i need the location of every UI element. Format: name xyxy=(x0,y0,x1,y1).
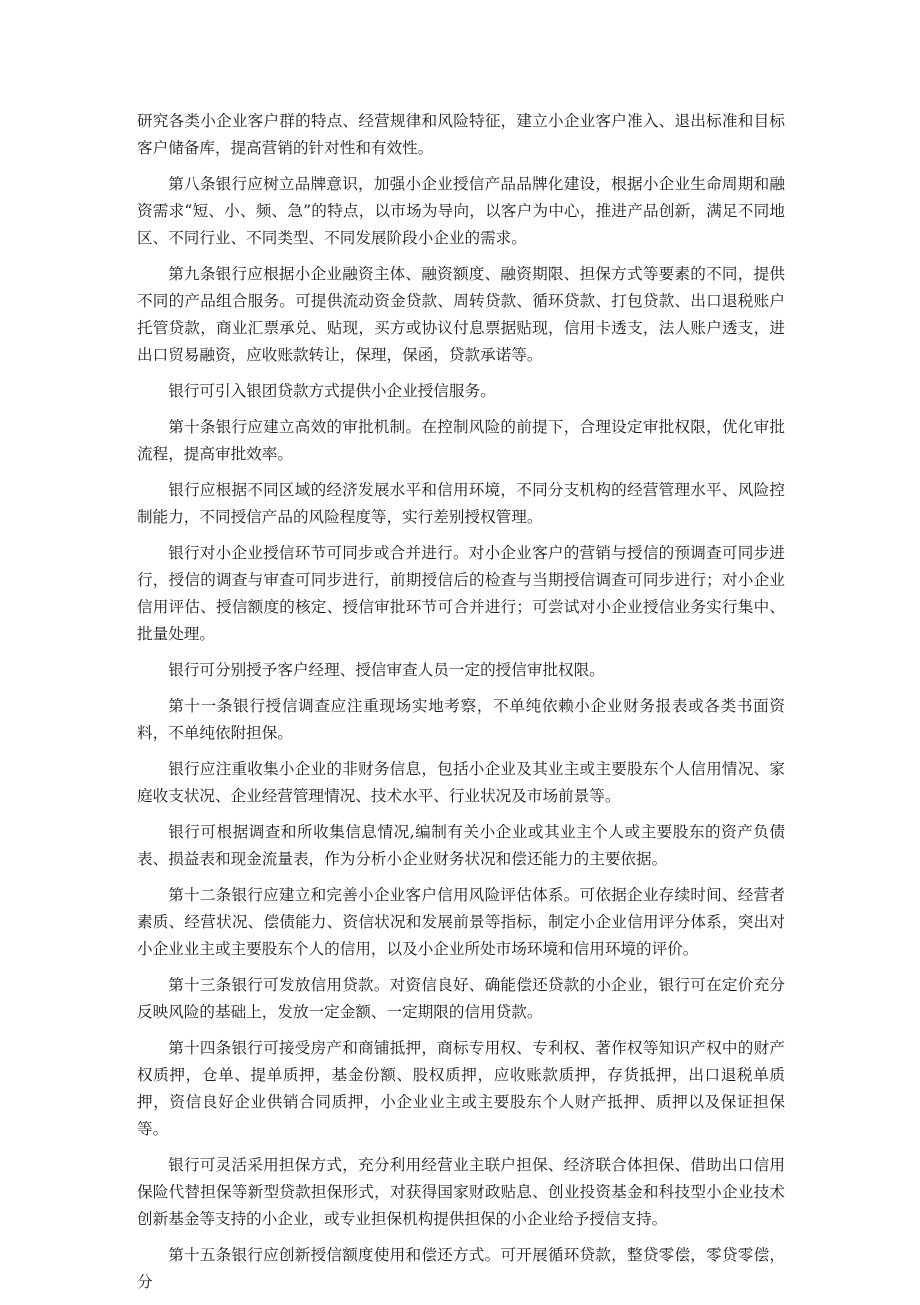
paragraph-financial-statements: 银行可根据调查和所收集信息情况,编制有关小企业或其业主个人或主要股东的资产负债表、损益表和现金流量表，作为分析小企业财务状况和偿还能力的主要依据。 xyxy=(137,823,785,868)
paragraph-article-15: 第十五条银行应创新授信额度使用和偿还方式。可开展循环贷款，整贷零偿，零贷零偿，分 xyxy=(137,1246,785,1291)
paragraph-syndicated-loan: 银行可引入银团贷款方式提供小企业授信服务。 xyxy=(168,382,496,400)
paragraph-article-10: 第十条银行应建立高效的审批机制。在控制风险的前提下，合理设定审批权限，优化审批流程，提高审批效率。 xyxy=(137,418,785,463)
paragraph-1: 研究各类小企业客户群的特点、经营规律和风险特征，建立小企业客户准入、退出标准和目标客户储备库，提高营销的针对性和有效性。 xyxy=(137,112,785,157)
paragraph-article-13: 第十三条银行可发放信用贷款。对资信良好、确能偿还贷款的小企业，银行可在定价充分反映风险的基础上，发放一定金额、一定期限的信用贷款。 xyxy=(137,976,785,1021)
paragraph-article-12: 第十二条银行应建立和完善小企业客户信用风险评估体系。可依据企业存续时间、经营者素质、经营状况、偿债能力、资信状况和发展前景等指标，制定小企业信用评分体系，突出对小企业业主或主要股东个人的信用，以及小企业所处市场环境和信用环境的评价。 xyxy=(137,886,785,958)
paragraph-article-8: 第八条银行应树立品牌意识，加强小企业授信产品品牌化建设，根据小企业生命周期和融资需求“短、小、频、急”的特点，以市场为导向，以客户为中心，推进产品创新，满足不同地区、不同行业、不同类型、不同发展阶段小企业的需求。 xyxy=(137,175,785,247)
paragraph-approval-authority: 银行可分别授予客户经理、授信审查人员一定的授信审批权限。 xyxy=(168,661,605,679)
paragraph-article-14: 第十四条银行可接受房产和商铺抵押，商标专用权、专利权、著作权等知识产权中的财产权质押，仓单、提单质押，基金份额、股权质押，应收账款质押，存货抵押，出口退税单质押，资信良好企业供销合同质押，小企业业主或主要股东个人财产抵押、质押以及保证担保等。 xyxy=(137,1039,785,1138)
paragraph-guarantee-methods: 银行可灵活采用担保方式，充分利用经营业主联户担保、经济联合体担保、借助出口信用保险代替担保等新型贷款担保形式，对获得国家财政贴息、创业投资基金和科技型小企业技术创新基金等支持的小企业，或专业担保机构提供担保的小企业给予授信支持。 xyxy=(137,1156,785,1228)
paragraph-article-9: 第九条银行应根据小企业融资主体、融资额度、融资期限、担保方式等要素的不同，提供不同的产品组合服务。可提供流动资金贷款、周转贷款、循环贷款、打包贷款、出口退税账户托管贷款，商业汇票承兑、贴现，买方或协议付息票据贴现，信用卡透支，法人账户透支，进出口贸易融资，应收账款转让，保理，保函，贷款承诺等。 xyxy=(137,265,785,364)
paragraph-article-11: 第十一条银行授信调查应注重现场实地考察，不单纯依赖小企业财务报表或各类书面资料，不单纯依附担保。 xyxy=(137,697,785,742)
paragraph-non-financial-info: 银行应注重收集小企业的非财务信息，包括小企业及其业主或主要股东个人信用情况、家庭收支状况、企业经营管理情况、技术水平、行业状况及市场前景等。 xyxy=(137,760,785,805)
paragraph-differential-authorization: 银行应根据不同区域的经济发展水平和信用环境，不同分支机构的经营管理水平、风险控制能力，不同授信产品的风险程度等，实行差别授权管理。 xyxy=(137,481,785,526)
paragraph-synchronized-process: 银行对小企业授信环节可同步或合并进行。对小企业客户的营销与授信的预调查可同步进行，授信的调查与审查可同步进行，前期授信后的检查与当期授信调查可同步进行；对小企业信用评估、授信额度的核定、授信审批环节可合并进行；可尝试对小企业授信业务实行集中、批量处理。 xyxy=(137,544,785,643)
document-body xyxy=(137,108,785,1305)
